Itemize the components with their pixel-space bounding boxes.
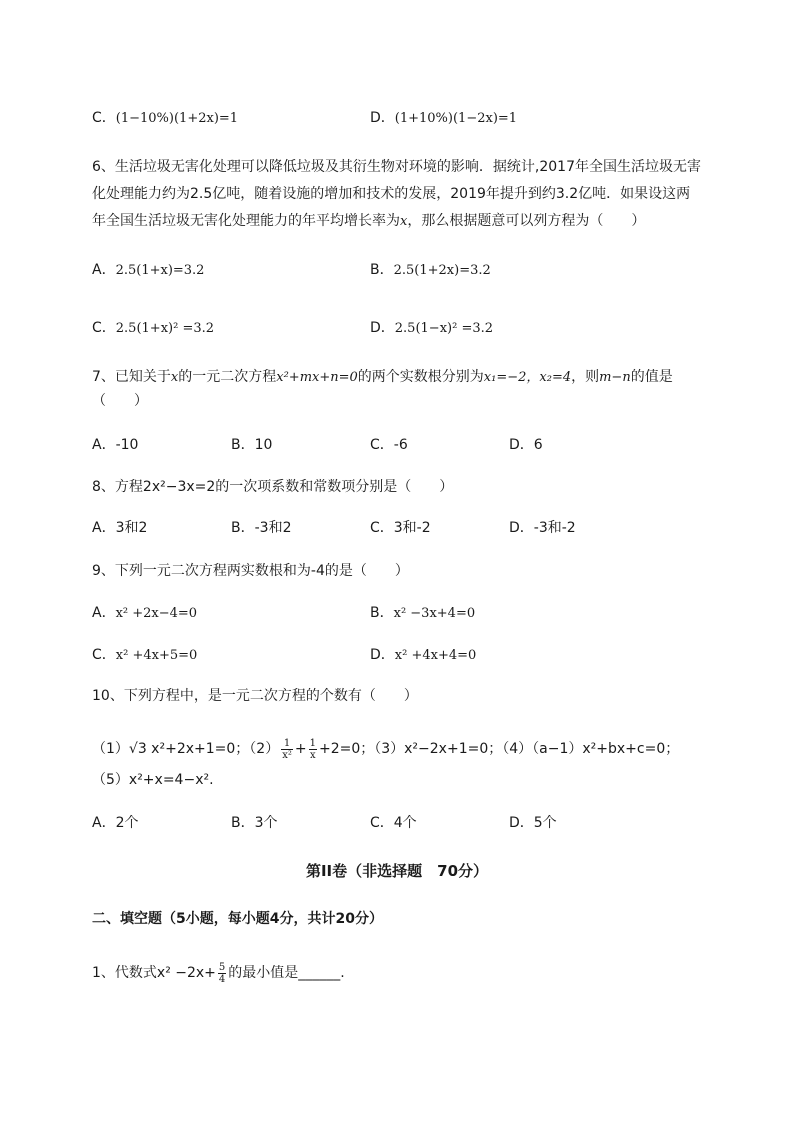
q6-options-row2: [0, 318, 794, 338]
q6-line3: 年全国生活垃圾无害化处理能力的年平均增长率为x，那么根据题意可以列方程为（ ）: [92, 213, 646, 229]
q7-option-c: C．-6: [370, 437, 408, 453]
q8-option-d: D．-3和-2: [509, 520, 576, 536]
section-2-title: 第II卷（非选择题 70分）: [305, 862, 489, 880]
q7-option-b: B．10: [231, 437, 273, 453]
q10-options-row: [0, 813, 794, 833]
q9-option-a: A．x² +2x−4=0: [92, 605, 198, 621]
q5-option-c: C．(1−10%)(1+2x)=1: [92, 110, 239, 126]
q6-option-b: B．2.5(1+2x)=3.2: [370, 262, 491, 278]
q6-options-row1: [0, 260, 794, 280]
q9-options-row1: [0, 603, 794, 623]
q10-question: 10、下列方程中，是一元二次方程的个数有（ ）: [92, 688, 418, 704]
fill-blank-heading: 二、填空题（5小题，每小题4分，共计20分）: [92, 911, 383, 927]
q10-option-b: B．3个: [231, 815, 278, 831]
q6-option-a: A．2.5(1+x)=3.2: [92, 262, 205, 278]
q9-question: 9、下列一元二次方程两实数根和为-4的是（ ）: [92, 563, 409, 579]
q9-options-row2: [0, 645, 794, 665]
q10-items-line2: （5）x²+x=4−x².: [92, 772, 214, 788]
q7-option-d: D．6: [509, 437, 543, 453]
q10-option-c: C．4个: [370, 815, 417, 831]
q5-options-row: [0, 108, 794, 128]
q6-line2: 化处理能力约为2.5亿吨，随着设施的增加和技术的发展，2019年提升到约3.2亿吨．如果设这两: [92, 186, 691, 202]
q6-option-d: D．2.5(1−x)² =3.2: [370, 320, 494, 336]
q6-option-c: C．2.5(1+x)² =3.2: [92, 320, 215, 336]
q7-option-a: A．-10: [92, 437, 139, 453]
q7-line2: （ ）: [92, 393, 148, 409]
q8-question: 8、方程2x²−3x=2的一次项系数和常数项分别是（ ）: [92, 479, 454, 495]
q8-option-b: B．-3和2: [231, 520, 292, 536]
q6-line1: 6、生活垃圾无害化处理可以降低垃圾及其衍生物对环境的影响．据统计,2017年全国生活垃圾无害: [92, 159, 701, 175]
q7-options-row: [0, 435, 794, 455]
q9-option-c: C．x² +4x+5=0: [92, 647, 198, 663]
q9-option-b: B．x² −3x+4=0: [370, 605, 476, 621]
q10-items-line1: （1）√3 x²+2x+1=0；（2） $\frac{1}{\text{x²}}$ + $\frac{1}{x}$ +2=0；（3）x²−2x+1=0；（4）（a−1）x²+bx+c=0；: [92, 737, 680, 761]
q8-options-row: [0, 518, 794, 538]
q8-option-c: C．3和-2: [370, 520, 431, 536]
q10-fraction-1: $\frac{1}{\text{x²}}$: [282, 737, 292, 761]
q10-fraction-2: $\frac{1}{x}$: [309, 737, 316, 761]
q10-option-a: A．2个: [92, 815, 139, 831]
q10-option-d: D．5个: [509, 815, 557, 831]
q7-line1: 7、已知关于x的一元二次方程x²+mx+n=0的两个实数根分别为x₁=−2，x₂=4，则m−n的值是: [92, 369, 673, 385]
q5-option-d: D．(1+10%)(1−2x)=1: [370, 110, 518, 126]
q9-option-d: D．x² +4x+4=0: [370, 647, 477, 663]
fill-question-1: 1、代数式x² −2x+ $\frac{5}{4}$ 的最小值是______.: [92, 961, 345, 985]
fill1-fraction: $\frac{5}{4}$: [218, 961, 226, 985]
q8-option-a: A．3和2: [92, 520, 148, 536]
